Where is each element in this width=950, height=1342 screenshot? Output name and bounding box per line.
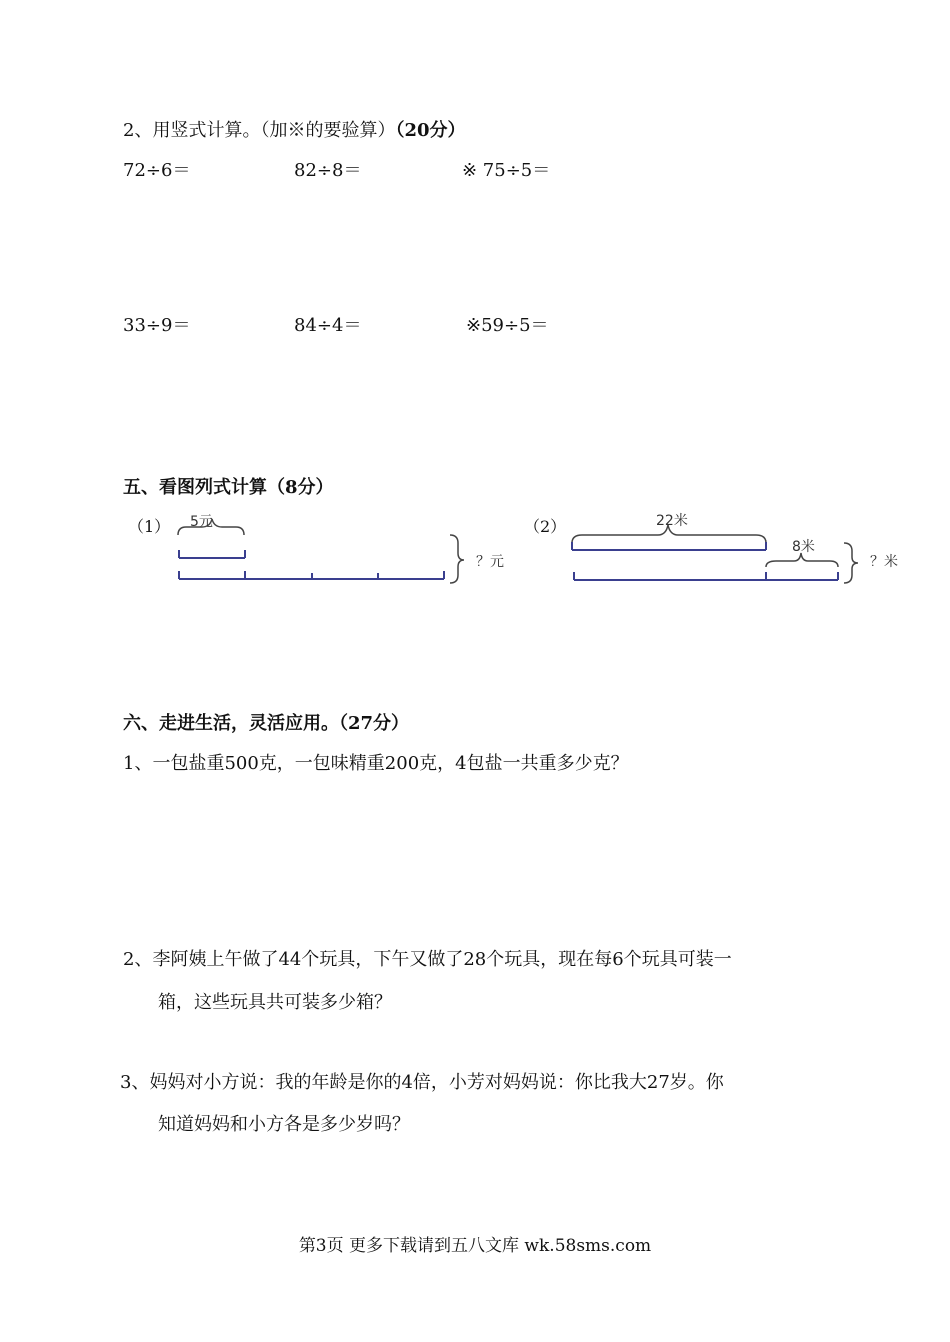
- figure2-label: （2）: [524, 517, 567, 536]
- figure2-right-brace: [844, 543, 858, 583]
- calc-2-1: 33÷9＝: [123, 315, 191, 336]
- calc-2-2: 84÷4＝: [294, 315, 362, 336]
- calc-1-3: ※ 75÷5＝: [462, 160, 551, 181]
- problem-2-line1: 2、李阿姨上午做了44个玩具，下午又做了28个玩具，现在每6个玩具可装一: [123, 949, 732, 970]
- figure1-right-brace: [450, 535, 464, 583]
- figure1-total-label: ？元: [476, 554, 504, 570]
- figure1-diagram: [170, 505, 530, 595]
- problem-3-line1: 3、妈妈对小方说：我的年龄是你的4倍，小芳对妈妈说：你比我大27岁。你: [120, 1072, 724, 1093]
- q2-heading: [123, 116, 466, 142]
- problem-1: 1、一包盐重500克，一包味精重200克，4包盐一共重多少克？: [123, 753, 629, 774]
- figure2-part-label: 8米: [792, 539, 815, 555]
- section6-heading: 六、走进生活，灵活应用。（27分）: [123, 713, 410, 734]
- figure1-label: （1）: [128, 517, 171, 536]
- section5-heading: 五、看图列式计算（8分）: [123, 477, 334, 498]
- figure1-part-label: 5元: [190, 514, 213, 530]
- problem-2-line2: 箱，这些玩具共可装多少箱？: [158, 992, 392, 1013]
- q2-heading-text: 2、用竖式计算。（加※的要验算）: [123, 120, 396, 141]
- problem-3-line2: 知道妈妈和小方各是多少岁吗？: [158, 1114, 410, 1135]
- q2-score: （20分）: [395, 120, 466, 141]
- figure2-diagram: [566, 505, 916, 595]
- figure2-total-label: ？米: [870, 554, 898, 570]
- calc-2-3: ※59÷5＝: [466, 315, 549, 336]
- page-footer: 第3页 更多下载请到五八文库 wk.58sms.com: [298, 1236, 652, 1256]
- figure2-part-brace: [766, 553, 838, 567]
- calc-1-2: 82÷8＝: [294, 160, 362, 181]
- figure2-top-label: 22米: [656, 513, 688, 529]
- calc-1-1: 72÷6＝: [123, 160, 191, 181]
